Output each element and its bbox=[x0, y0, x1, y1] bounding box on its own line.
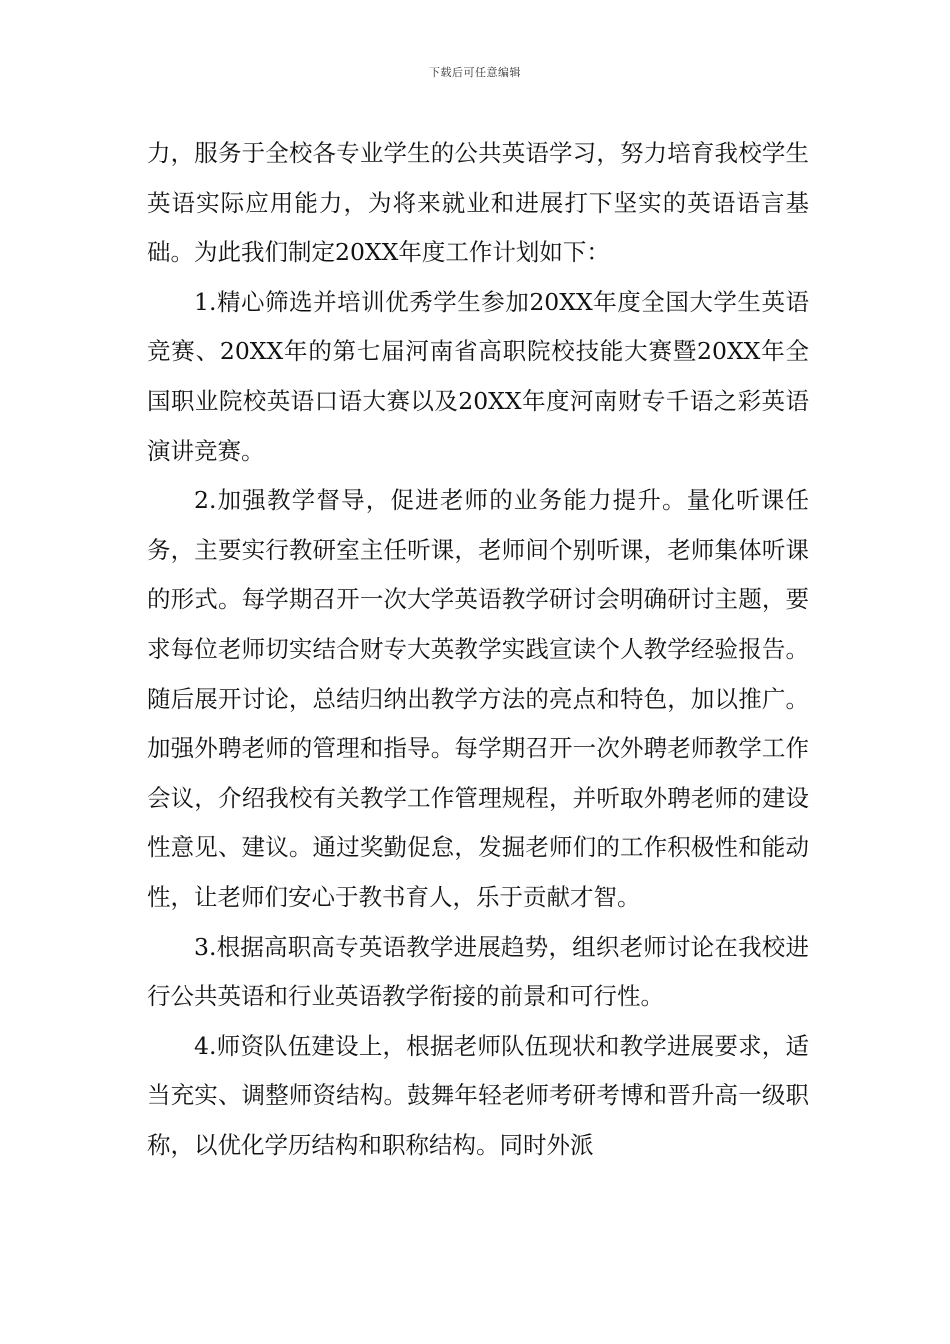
paragraph-item-1: 1.精心筛选并培训优秀学生参加20XX年度全国大学生英语竞赛、20XX年的第七届河南省高职院校技能大赛暨20XX年全国职业院校英语口语大赛以及20XX年度河南财专千语之彩英语演讲竞赛。 bbox=[147, 287, 809, 465]
document-body bbox=[147, 129, 809, 1170]
page-header: 下载后可任意编辑 bbox=[429, 66, 521, 79]
paragraph-continuation: 力，服务于全校各专业学生的公共英语学习，努力培育我校学生英语实际应用能力，为将来就业和进展打下坚实的英语语言基础。为此我们制定20XX年度工作计划如下： bbox=[147, 139, 809, 267]
paragraph-item-2: 2.加强教学督导，促进老师的业务能力提升。量化听课任务，主要实行教研室主任听课，老师间个别听课，老师集体听课的形式。每学期召开一次大学英语教学研讨会明确研讨主题，要求每位老师切实结合财专大英教学实践宣读个人教学经验报告。随后展开讨论，总结归纳出教学方法的亮点和特色，加以推广。加强外聘老师的管理和指导。每学期召开一次外聘老师教学工作会议，介绍我校有关教学工作管理规程，并听取外聘老师的建设性意见、建议。通过奖勤促怠，发掘老师们的工作积极性和能动性，让老师们安心于教书育人，乐于贡献才智。 bbox=[147, 486, 809, 911]
paragraph-item-3: 3.根据高职高专英语教学进展趋势，组织老师讨论在我校进行公共英语和行业英语教学衔接的前景和可行性。 bbox=[147, 932, 809, 1011]
paragraph-item-4: 4.师资队伍建设上，根据老师队伍现状和教学进展要求，适当充实、调整师资结构。鼓舞年轻老师考研考博和晋升高一级职称，以优化学历结构和职称结构。同时外派 bbox=[147, 1031, 809, 1159]
